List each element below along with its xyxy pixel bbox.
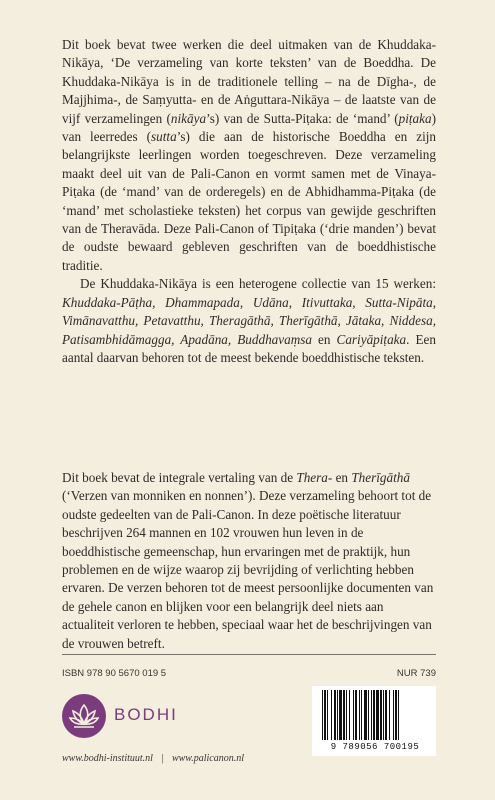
barcode-bar bbox=[337, 690, 338, 740]
barcode-bar bbox=[383, 690, 384, 740]
paragraph-contents: Dit boek bevat de integrale vertaling van de Thera- en Therīgāthā (‘Verzen van monniken en nonnen’). Deze verzameling behoort tot de oudste gedeelten van de Pali-Canon. In deze poëtische literatuur beschrijven 264 mannen en 102 vrouwen hun leven in de boeddhistische gemeenschap, hun ervaringen met de praktijk, hun problemen en de wijze waarop zij bevrijding of verlichting hebben ervaren. De verzen behoren tot de meest persoonlijke documenten van de gehele canon en blijken voor een belangrijk deel niets aan actualiteit verloren te hebben, speciaal waar het de beschrijvingen van de vrouwen betreft. bbox=[62, 470, 434, 651]
isbn-barcode bbox=[312, 686, 436, 756]
website-link-bodhi[interactable]: www.bodhi-instituut.nl bbox=[62, 753, 153, 764]
paragraph-intro: Dit boek bevat twee werken die deel uitmaken van de Khuddaka-Nikāya, ‘De verzameling van korte teksten’ van de Boeddha. De Khuddaka-Nikāya is in de traditionele telling – na de Dīgha-, de Majjhima-, de Saṃyutta- en de Aṅguttara-Nikāya – de laatste van de vijf verzamelingen (nikāya’s) van de Sutta-Piṭaka: de ‘mand’ (piṭaka) van leerredes (sutta’s) die aan de historische Boeddha en zijn belangrijkste leerlingen worden toegeschreven. Deze verzameling maakt deel uit van de Pali-Canon en vormt samen met de Vinaya-Piṭaka (de ‘mand’ van de orderegels) en de Abhidhamma-Piṭaka (de ‘mand’ met scholastieke teksten) het corpus van gewijde geschriften van de Theravāda. Deze Pali-Canon of Tipiṭaka (‘drie manden’) bevat de oudste bewaard gebleven geschriften van de boeddhistische traditie. bbox=[62, 37, 436, 273]
barcode-bar bbox=[371, 690, 372, 740]
paragraph-collection: De Khuddaka-Nikāya is een heterogene collectie van 15 werken: Khuddaka-Pāṭha, Dhammapada, Udāna, Itivuttaka, Sutta-Nipāta, Vimānavatthu, Petavatthu, Theragāthā, Therīgāthā, Jātaka, Niddesa, Patisambhidāmagga, Apadāna, Buddhavaṃsa en Cariyāpiṭaka. Een aantal daarvan behoren tot de meest bekende boeddhistische teksten. bbox=[62, 276, 436, 365]
description-block bbox=[62, 36, 436, 367]
barcode-bar bbox=[359, 690, 360, 740]
barcode-bar bbox=[364, 690, 367, 740]
barcode-bar bbox=[380, 690, 382, 740]
barcode-bar bbox=[398, 690, 399, 740]
barcode-bar bbox=[393, 690, 394, 740]
barcode-bar bbox=[331, 690, 332, 740]
website-separator: | bbox=[161, 753, 164, 764]
barcode-bar bbox=[373, 690, 375, 740]
barcode-bar bbox=[322, 690, 323, 740]
barcode-bar bbox=[324, 690, 326, 740]
barcode-bar bbox=[376, 690, 379, 740]
barcode-bars bbox=[320, 690, 430, 740]
barcode-bar bbox=[389, 690, 390, 740]
contents-block bbox=[62, 469, 436, 653]
website-row bbox=[62, 753, 244, 764]
lotus-icon bbox=[62, 694, 106, 738]
barcode-bar bbox=[327, 690, 328, 740]
barcode-bar bbox=[334, 690, 336, 740]
barcode-bar bbox=[385, 690, 387, 740]
barcode-bar bbox=[349, 690, 350, 740]
website-link-palicanon[interactable]: www.palicanon.nl bbox=[171, 753, 244, 764]
barcode-number: 9 789056 700195 bbox=[330, 742, 420, 752]
isbn-text: ISBN 978 90 5670 019 5 bbox=[62, 668, 167, 679]
publisher-logo bbox=[62, 694, 178, 738]
barcode-bar bbox=[361, 690, 362, 740]
barcode-bar bbox=[339, 690, 342, 740]
isbn-row bbox=[62, 668, 436, 679]
divider-line bbox=[62, 654, 436, 655]
barcode-bar bbox=[355, 690, 357, 740]
barcode-bar bbox=[353, 690, 354, 740]
barcode-bar bbox=[395, 690, 397, 740]
publisher-name: BODHI bbox=[114, 705, 178, 724]
barcode-bar bbox=[368, 690, 369, 740]
barcode-bar bbox=[343, 690, 345, 740]
barcode-bar bbox=[346, 690, 347, 740]
nur-code: NUR 739 bbox=[396, 668, 436, 679]
